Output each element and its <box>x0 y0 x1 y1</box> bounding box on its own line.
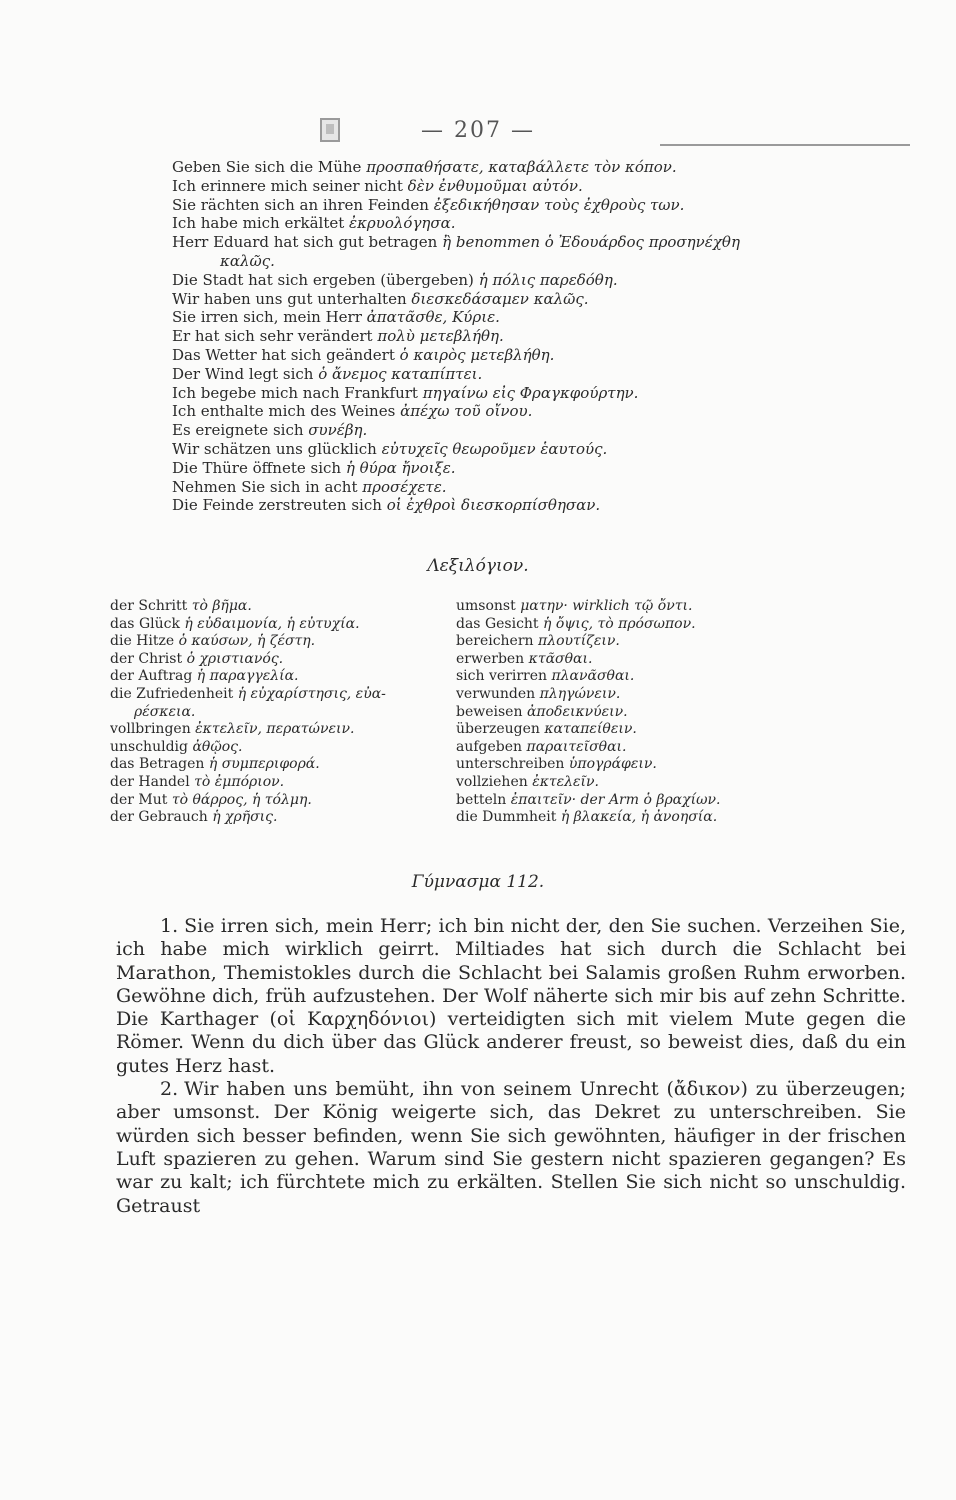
phrase-line <box>172 421 912 440</box>
vocab-entry <box>456 774 896 792</box>
vocab-greek: ἡ παραγγελία. <box>196 668 299 685</box>
header-rule <box>660 144 910 146</box>
exercise-sentences: Sie irren sich, mein Herr; ich bin nicht der, den Sie suchen. Verzeihen Sie, ich habe mich wirklich geirrt. Miltiades hat sich durch die Schlacht bei Marathon, Themistokles durch die Schlacht bei Salamis großen Ruhm erworben. Gewöhne dich, früh aufzustehen. Der Wolf näherte sich mir bis auf zehn Schritte. Die Karthager (οἱ Καρχηδόνιοι) verteidigten sich mit vielem Mute gegen die Römer. Wenn du dich über das Glück anderer freust, so beweist dies, daß du ein gutes Herz hast. <box>116 915 906 1077</box>
phrase-german: Wir haben uns gut unterhalten <box>172 289 407 308</box>
vocab-greek: ἡ εὐδαιμονία, ἡ εὐτυχία. <box>184 615 360 632</box>
vocab-entry <box>456 756 896 774</box>
phrase-line <box>172 233 912 252</box>
phrase-greek: πηγαίνω εἰς Φραγκφούρτην. <box>422 383 639 402</box>
phrase-line <box>172 478 912 497</box>
vocab-greek: ὁ χριστιανός. <box>186 650 284 667</box>
vocab-entry <box>456 686 896 704</box>
lexicon-heading: Λεξιλόγιον. <box>427 556 529 576</box>
phrase-line <box>172 496 912 515</box>
vocab-german: vollbringen <box>110 721 191 738</box>
phrase-german: Geben Sie sich die Mühe <box>172 158 362 176</box>
vocab-greek: τὸ θάρρος, ἡ τόλμη. <box>171 791 312 808</box>
phrase-german: Er hat sich sehr verändert <box>172 327 373 346</box>
exercise-number: 1. <box>160 915 179 937</box>
vocab-german: die Zufriedenheit <box>110 685 234 702</box>
vocab-greek: ἐπαιτεῖν· der Arm ὁ βραχίων. <box>510 791 721 808</box>
exercise-number: 2. <box>160 1078 179 1101</box>
phrase-greek: πολὺ μετεβλήθη. <box>377 327 504 346</box>
vocab-greek: ὑπογράφειν. <box>568 756 657 773</box>
vocab-entry <box>110 809 440 827</box>
phrase-line <box>172 158 912 177</box>
vocab-greek: ἡ βλακεία, ἡ ἀνοησία. <box>560 809 718 826</box>
exercise-paragraph <box>116 1078 906 1218</box>
vocab-entry <box>456 616 896 634</box>
vocab-greek: ἐκτελεῖν. <box>532 773 599 790</box>
vocab-entry <box>110 739 440 757</box>
vocab-entry <box>456 809 896 827</box>
vocab-greek: καταπείθειν. <box>544 721 637 738</box>
phrase-german: Ich enthalte mich des Weines <box>172 402 396 421</box>
phrase-german: Nehmen Sie sich in acht <box>172 477 358 496</box>
exercise-heading: Γύμνασμα 112. <box>411 872 545 892</box>
vocab-german: unterschreiben <box>456 756 565 773</box>
vocab-german: das Betragen <box>110 756 205 773</box>
vocab-greek: πλουτίζειν. <box>538 633 620 650</box>
phrase-line <box>172 327 912 346</box>
vocab-german: die Dummheit <box>456 809 557 826</box>
vocab-entry <box>110 774 440 792</box>
phrase-german: Die Feinde zerstreuten sich <box>172 496 382 515</box>
vocab-greek: ἡ χρῆσις. <box>212 809 278 826</box>
vocab-entry <box>456 598 896 616</box>
vocab-german: beweisen <box>456 703 523 720</box>
vocab-german: bereichern <box>456 633 534 650</box>
vocab-entry <box>456 668 896 686</box>
phrase-line <box>172 196 912 215</box>
vocab-column-left <box>110 598 440 827</box>
vocab-greek: ἀθῷος. <box>192 738 243 755</box>
phrase-line <box>172 177 912 196</box>
exercise-sentences: Wir haben uns bemüht, ihn von seinem Unrecht (ἄδικον) zu überzeugen; aber umsonst. Der König weigerte sich, das Dekret zu unterschreiben. Sie würden sich besser befinden, wenn Sie sich gewöhnten, häufiger in der frischen Luft spazieren zu gehen. Warum sind Sie gestern nicht spazieren gegangen? Es war zu kalt; ich fürchtete mich zu erkälten. Stellen Sie sich nicht so unschuldig. Getraust <box>116 1078 906 1217</box>
phrase-greek: ἐκρυολόγησα. <box>349 214 456 233</box>
vocab-greek: παραιτεῖσθαι. <box>526 738 627 755</box>
vocab-german: vollziehen <box>456 773 528 790</box>
vocab-entry <box>110 721 440 739</box>
phrase-german: Der Wind legt sich <box>172 364 314 383</box>
phrase-greek: προσέχετε. <box>362 477 447 496</box>
vocab-entry <box>456 704 896 722</box>
phrase-german: Ich begebe mich nach Frankfurt <box>172 383 418 402</box>
vocab-greek: πλανᾶσθαι. <box>551 668 635 685</box>
vocab-german: sich verirren <box>456 668 548 685</box>
vocab-entry <box>110 616 440 634</box>
vocab-entry <box>110 598 440 616</box>
vocab-entry <box>110 686 440 704</box>
vocab-german: umsonst <box>456 598 516 614</box>
phrase-greek: ἡ θύρα ἤνοιξε. <box>345 458 456 477</box>
vocab-german: überzeugen <box>456 721 540 738</box>
vocab-german: der Handel <box>110 773 190 790</box>
vocab-greek: κτᾶσθαι. <box>528 650 593 667</box>
vocab-entry <box>110 633 440 651</box>
phrase-german: Das Wetter hat sich geändert <box>172 345 395 364</box>
phrase-line <box>172 459 912 478</box>
exercise-paragraph <box>116 915 906 1078</box>
phrase-german: Die Stadt hat sich ergeben (übergeben) <box>172 270 474 289</box>
exercise-text <box>116 915 906 1218</box>
vocab-greek: ματην· wirklich τῷ ὄντι. <box>520 598 693 614</box>
vocab-entry <box>110 704 440 722</box>
phrase-german: Wir schätzen uns glücklich <box>172 439 377 458</box>
phrase-german: Es ereignete sich <box>172 421 304 440</box>
vocab-greek: ὁ καύσων, ἡ ζέστη. <box>178 633 316 650</box>
vocab-column-right <box>456 598 896 827</box>
phrase-greek: ἀπέχω τοῦ οἴνου. <box>400 402 533 421</box>
phrase-greek: εὐτυχεῖς θεωροῦμεν ἑαυτούς. <box>381 439 608 458</box>
phrase-line <box>172 365 912 384</box>
phrase-line <box>172 252 912 271</box>
vocab-german: das Glück <box>110 615 180 632</box>
phrase-list <box>172 158 912 515</box>
phrase-german: Ich erinnere mich seiner nicht <box>172 176 403 195</box>
phrase-german: Sie irren sich, mein Herr <box>172 308 362 327</box>
vocab-greek: ρέσκεια. <box>134 703 196 720</box>
vocab-greek: ἐκτελεῖν, περατώνειν. <box>195 721 355 738</box>
phrase-line <box>172 384 912 403</box>
vocab-greek: τὸ βῆμα. <box>191 598 252 614</box>
vocab-entry <box>110 668 440 686</box>
vocab-greek: ἡ συμπεριφορά. <box>208 756 320 773</box>
vocab-german: die Hitze <box>110 633 175 650</box>
vocab-german: erwerben <box>456 650 525 667</box>
vocab-german: betteln <box>456 791 507 808</box>
phrase-greek: ὁ καιρὸς μετεβλήθη. <box>399 345 555 364</box>
vocab-german: das Gesicht <box>456 615 539 632</box>
phrase-line <box>172 346 912 365</box>
phrase-greek: δὲν ἐνθυμοῦμαι αὐτόν. <box>407 176 583 195</box>
vocab-greek: ἡ ὄψις, τὸ πρόσωπον. <box>543 615 696 632</box>
page-number: — 207 — <box>421 118 535 143</box>
vocab-german: der Mut <box>110 791 168 808</box>
vocab-german: verwunden <box>456 685 536 702</box>
phrase-greek: συνέβη. <box>308 421 368 440</box>
vocab-entry <box>456 633 896 651</box>
vocab-greek: πληγώνειν. <box>539 685 621 702</box>
phrase-german: Ich habe mich erkältet <box>172 214 345 233</box>
vocab-entry <box>110 792 440 810</box>
phrase-greek: ἀπατᾶσθε, Κύριε. <box>366 308 500 327</box>
phrase-greek: ὁ ἄνεμος καταπίπτει. <box>318 364 483 383</box>
vocab-entry <box>110 651 440 669</box>
vocab-entry <box>456 721 896 739</box>
vocab-entry <box>456 792 896 810</box>
page-header <box>0 118 956 143</box>
phrase-line <box>172 402 912 421</box>
vocab-greek: ἡ εὐχαρίστησις, εὐα- <box>237 685 386 702</box>
phrase-greek: ἐξεδικήθησαν τοὺς ἐχθροὺς των. <box>433 195 685 214</box>
phrase-german: Herr Eduard hat sich gut betragen <box>172 233 438 252</box>
phrase-line <box>172 271 912 290</box>
phrase-greek: διεσκεδάσαμεν καλῶς. <box>411 289 589 308</box>
vocab-entry <box>456 739 896 757</box>
phrase-greek: ἢ benommen ὁ Ἐδουάρδος προσηνέχθη <box>442 233 740 252</box>
phrase-line <box>172 214 912 233</box>
phrase-greek: καλῶς. <box>220 251 275 270</box>
phrase-greek: ἡ πόλις παρεδόθη. <box>478 270 618 289</box>
vocab-german: aufgeben <box>456 738 523 755</box>
phrase-line <box>172 290 912 309</box>
phrase-german: Sie rächten sich an ihren Feinden <box>172 195 429 214</box>
vocab-entry <box>456 651 896 669</box>
vocab-greek: ἀποδεικνύειν. <box>526 703 628 720</box>
phrase-line <box>172 440 912 459</box>
vocab-greek: τὸ ἐμπόριον. <box>194 773 285 790</box>
vocab-german: der Gebrauch <box>110 809 208 826</box>
vocab-entry <box>110 756 440 774</box>
phrase-german: Die Thüre öffnete sich <box>172 458 342 477</box>
vocab-german: der Schritt <box>110 598 188 614</box>
vocab-german: der Auftrag <box>110 668 193 685</box>
phrase-greek: οἱ ἐχθροὶ διεσκορπίσθησαν. <box>386 496 601 515</box>
phrase-line <box>172 308 912 327</box>
phrase-greek: προσπαθήσατε, καταβάλλετε τὸν κόπον. <box>366 158 677 176</box>
vocab-german: unschuldig <box>110 738 188 755</box>
vocab-german: der Christ <box>110 650 183 667</box>
